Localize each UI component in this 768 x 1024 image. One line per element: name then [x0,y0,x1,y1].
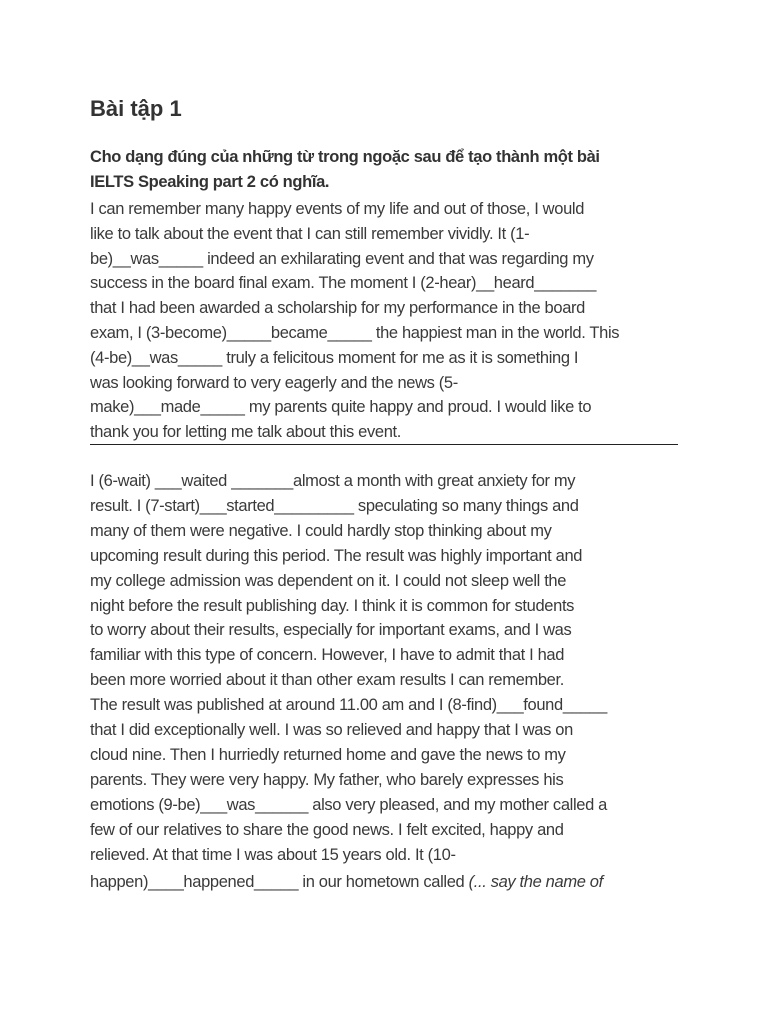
paragraph2-line: my college admission was dependent on it. I could not sleep well the [90,571,567,590]
paragraph2-line: many of them were negative. I could hardly stop thinking about my [90,521,552,540]
paragraph2-line: upcoming result during this period. The result was highly important and [90,546,583,565]
paragraph2-line: relieved. At that time I was about 15 years old. It (10- [90,845,456,864]
paragraph2-line: familiar with this type of concern. However, I have to admit that I had [90,646,565,665]
paragraph1-line: make)___made_____ my parents quite happy and proud. I would like to [90,398,592,417]
paragraph2-line: that I did exceptionally well. I was so relieved and happy that I was on [90,721,573,739]
paragraph2-line: result. I (7-start)___started_________ speculating so many things and [90,496,579,515]
paragraph1-line: be)__was_____ indeed an exhilarating event and that was regarding my [90,249,594,268]
paragraph2-line: few of our relatives to share the good news. I felt excited, happy and [90,820,564,839]
paragraph-2-last-line [90,872,603,892]
paragraph2-line: I (6-wait) ___waited _______almost a month with great anxiety for my [90,472,576,490]
paragraph2-line: to worry about their results, especially for important exams, and I was [90,621,572,640]
paragraph2-line: cloud nine. Then I hurriedly returned home and gave the news to my [90,745,566,764]
paragraph1-line: like to talk about the event that I can still remember vividly. It (1- [90,224,530,243]
paragraph1-line: that I had been awarded a scholarship for my performance in the board [90,299,585,318]
paragraph1-line: success in the board final exam. The moment I (2-hear)__heard_______ [90,274,597,293]
paragraph1-line: thank you for letting me talk about this event. [90,423,401,442]
paragraph1-line: exam, I (3-become)_____became_____ the happiest man in the world. This [90,324,620,342]
instruction-line-1: Cho dạng đúng của những từ trong ngoặc sau để tạo thành một bài [90,148,600,166]
paragraph1-line: was looking forward to very eagerly and the news (5- [90,373,458,392]
paragraph2-line: The result was published at around 11.00 am and I (8-find)___found_____ [90,696,607,715]
paragraph2-line: been more worried about it than other exam results I can remember. [90,671,564,690]
instruction-line-2: IELTS Speaking part 2 có nghĩa. [90,173,330,191]
last-line-text: happen)____happened_____ in our hometown called [90,873,469,891]
last-line-italic: (... say the name of [468,873,603,891]
paragraph-divider [90,444,678,445]
paragraph1-line: (4-be)__was_____ truly a felicitous moment for me as it is something I [90,348,579,367]
paragraph2-line: parents. They were very happy. My father, who barely expresses his [90,770,564,789]
paragraph2-line: night before the result publishing day. I think it is common for students [90,596,575,615]
paragraph2-line: emotions (9-be)___was______ also very pleased, and my mother called a [90,795,607,814]
page-title: Bài tập 1 [90,96,182,121]
paragraph1-line: I can remember many happy events of my life and out of those, I would [90,200,585,218]
